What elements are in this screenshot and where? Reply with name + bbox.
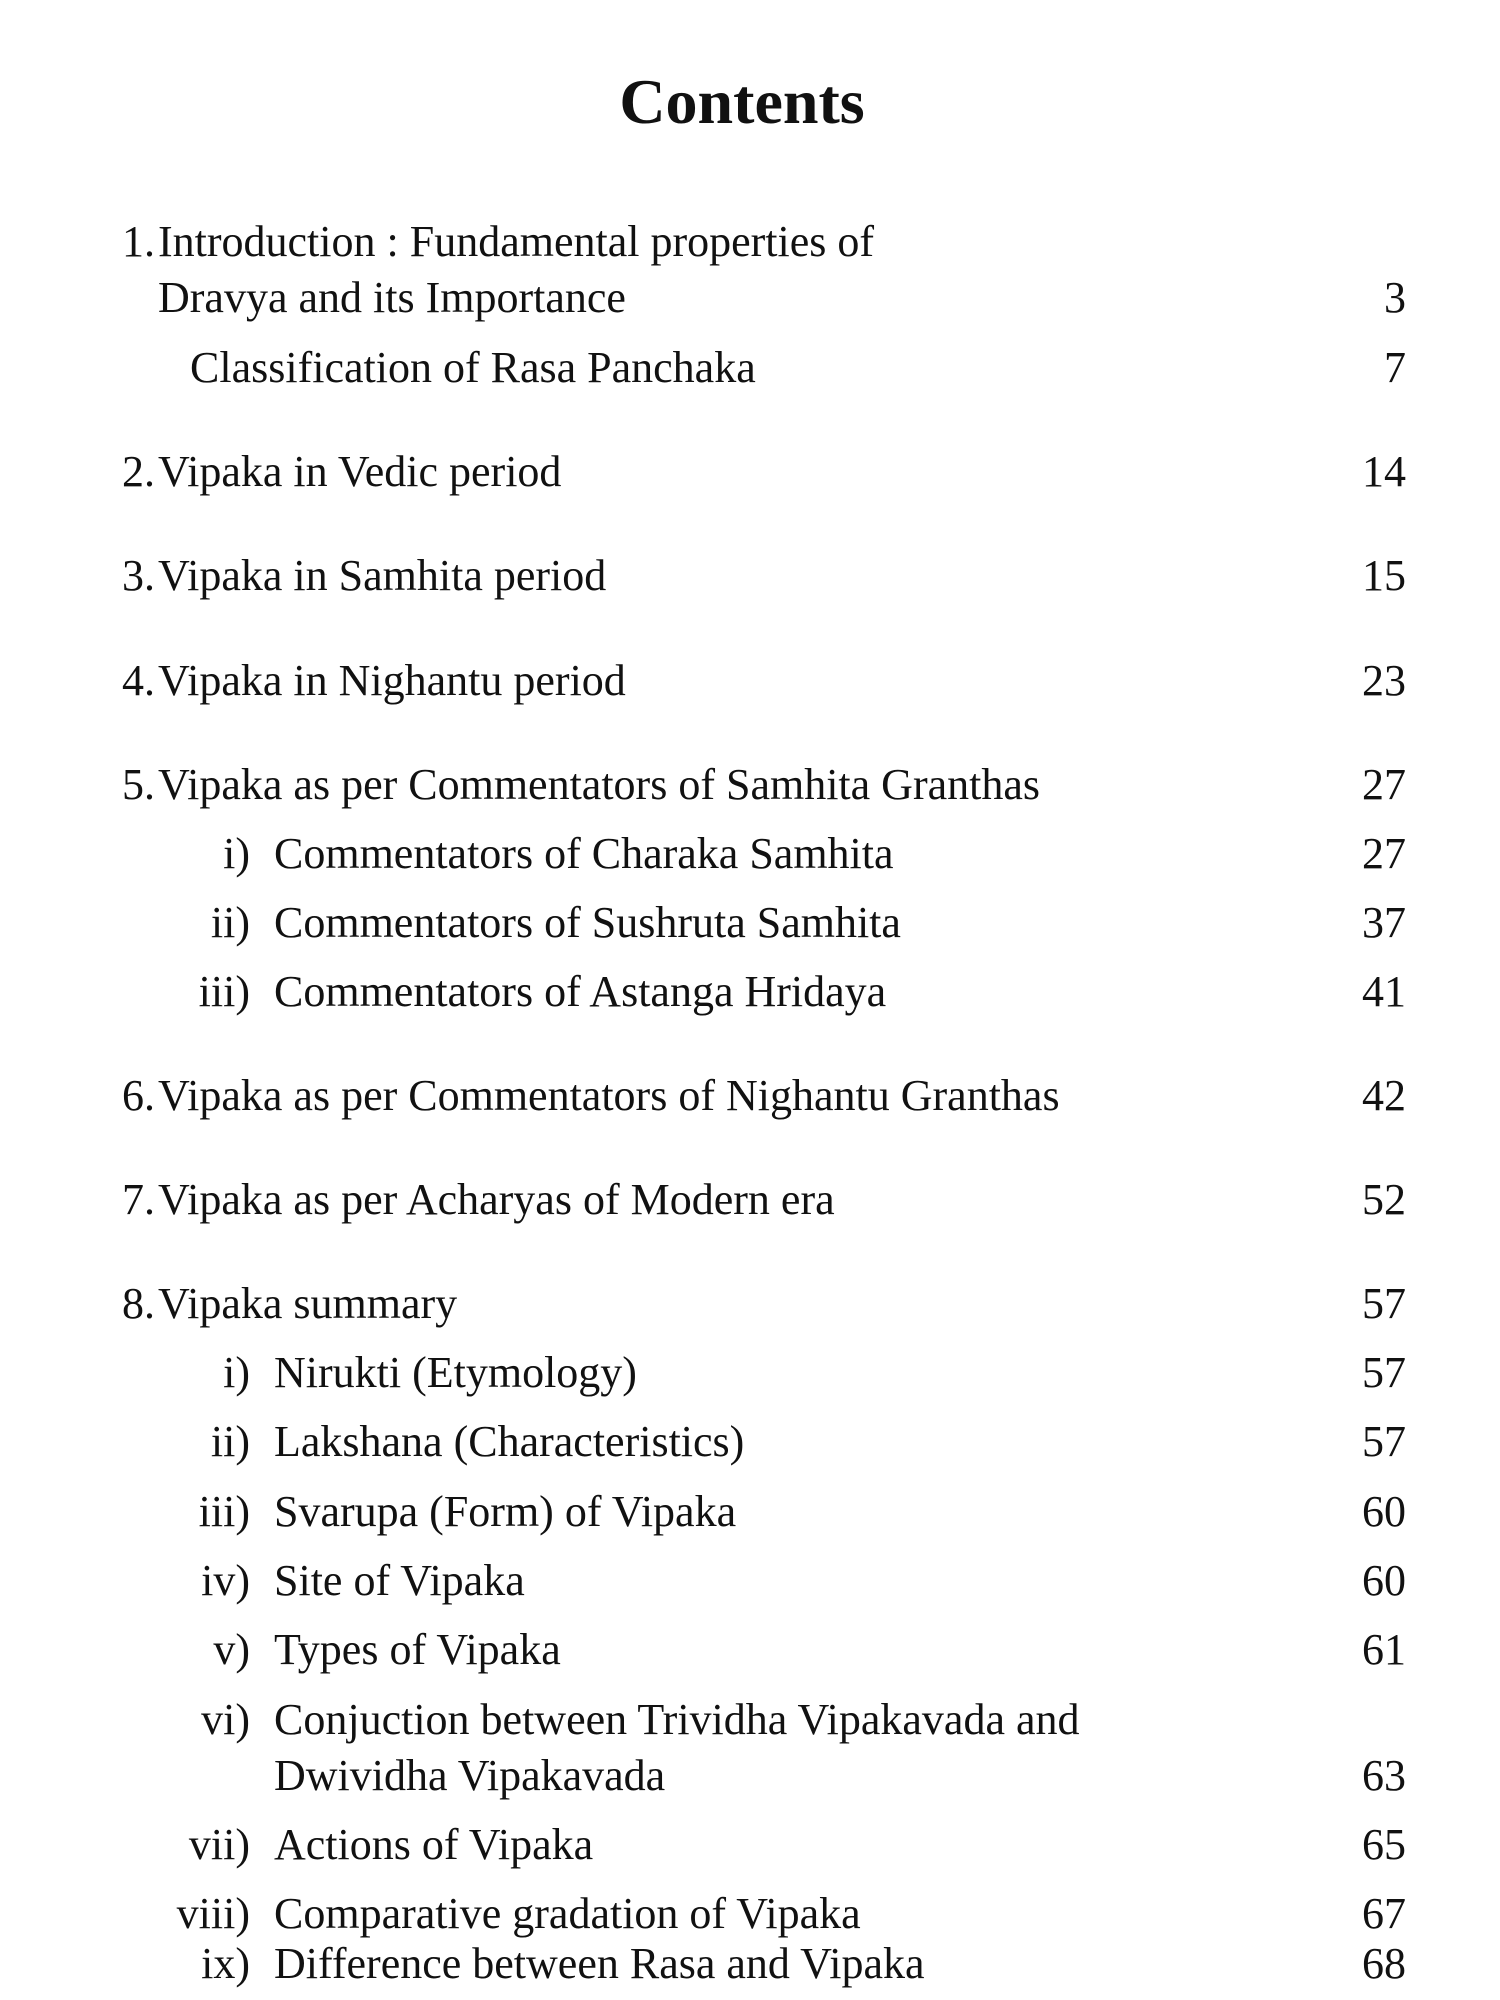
entry-page-number: 52 — [1362, 1175, 1406, 1224]
entry-number: ii) — [210, 1417, 250, 1466]
toc-subentry — [0, 1412, 1500, 1472]
page-title: Contents — [619, 66, 865, 137]
toc-subentry — [0, 1934, 1500, 1994]
entry-title: Vipaka as per Commentators of Samhita Granthas — [158, 760, 1041, 809]
toc-entry — [0, 1274, 1500, 1334]
entry-page-number: 65 — [1362, 1820, 1406, 1869]
toc-subentry — [0, 1551, 1500, 1611]
entry-number: 5. — [122, 760, 155, 809]
entry-page-number: 57 — [1362, 1348, 1406, 1397]
toc-entry — [0, 212, 1500, 272]
entry-title: Vipaka as per Acharyas of Modern era — [158, 1175, 835, 1224]
entry-page-number: 60 — [1362, 1556, 1406, 1605]
entry-title: Dwividha Vipakavada — [274, 1751, 666, 1800]
entry-title: Classification of Rasa Panchaka — [190, 343, 756, 392]
entry-page-number: 41 — [1362, 967, 1406, 1016]
entry-title: Dravya and its Importance — [158, 273, 626, 322]
entry-page-number: 37 — [1362, 898, 1406, 947]
entry-title: Actions of Vipaka — [274, 1820, 594, 1869]
toc-entry — [0, 755, 1500, 815]
entry-number: iii) — [198, 1487, 250, 1536]
entry-page-number: 57 — [1362, 1417, 1406, 1466]
entry-page-number: 7 — [1384, 343, 1406, 392]
entry-title: Introduction : Fundamental properties of — [158, 217, 875, 266]
entry-number: viii) — [176, 1889, 250, 1938]
entry-number: ix) — [201, 1939, 250, 1988]
entry-number: vii) — [188, 1820, 250, 1869]
entry-page-number: 57 — [1362, 1279, 1406, 1328]
entry-page-number: 42 — [1362, 1071, 1406, 1120]
entry-page-number: 15 — [1362, 551, 1406, 600]
entry-title: Vipaka summary — [158, 1279, 458, 1328]
entry-title: Site of Vipaka — [274, 1556, 525, 1605]
entry-page-number: 27 — [1362, 760, 1406, 809]
entry-title: Lakshana (Characteristics) — [274, 1417, 745, 1466]
entry-title: Nirukti (Etymology) — [274, 1348, 637, 1397]
entry-number: 1. — [122, 217, 155, 266]
toc-subentry — [0, 1690, 1500, 1750]
toc-subentry — [0, 893, 1500, 953]
toc-subentry — [0, 962, 1500, 1022]
entry-number: 8. — [122, 1279, 155, 1328]
entry-page-number: 3 — [1384, 273, 1406, 322]
entry-number: 2. — [122, 447, 155, 496]
toc-subentry — [0, 1343, 1500, 1403]
toc-entry — [0, 651, 1500, 711]
toc-subentry — [0, 1815, 1500, 1875]
entry-page-number: 23 — [1362, 656, 1406, 705]
entry-number: 3. — [122, 551, 155, 600]
toc-subentry — [0, 1620, 1500, 1680]
toc-subentry — [0, 1482, 1500, 1542]
entry-title: Vipaka in Samhita period — [158, 551, 607, 600]
toc-entry — [0, 546, 1500, 606]
entry-number: i) — [223, 829, 250, 878]
entry-title: Difference between Rasa and Vipaka — [274, 1939, 925, 1988]
entry-number: i) — [223, 1348, 250, 1397]
toc-subentry — [0, 824, 1500, 884]
entry-title: Comparative gradation of Vipaka — [274, 1889, 861, 1938]
entry-number: 4. — [122, 656, 155, 705]
entry-title: Vipaka in Nighantu period — [158, 656, 626, 705]
entry-page-number: 14 — [1362, 447, 1406, 496]
entry-number: 7. — [122, 1175, 155, 1224]
toc-entry — [0, 1066, 1500, 1126]
entry-page-number: 61 — [1362, 1625, 1406, 1674]
entry-page-number: 27 — [1362, 829, 1406, 878]
entry-title: Commentators of Sushruta Samhita — [274, 898, 901, 947]
entry-number: iv) — [201, 1556, 250, 1605]
entry-title: Conjuction between Trividha Vipakavada and — [274, 1695, 1080, 1744]
entry-page-number: 63 — [1362, 1751, 1406, 1800]
entry-title: Commentators of Charaka Samhita — [274, 829, 894, 878]
entry-title: Vipaka in Vedic period — [158, 447, 562, 496]
toc-entry — [0, 1170, 1500, 1230]
toc-subentry — [0, 1746, 1500, 1806]
entry-number: 6. — [122, 1071, 155, 1120]
toc-entry — [0, 442, 1500, 502]
entry-title: Types of Vipaka — [274, 1625, 561, 1674]
entry-title: Vipaka as per Commentators of Nighantu Granthas — [158, 1071, 1060, 1120]
entry-number: vi) — [201, 1695, 250, 1744]
entry-page-number: 60 — [1362, 1487, 1406, 1536]
entry-page-number: 68 — [1362, 1939, 1406, 1988]
entry-number: iii) — [198, 967, 250, 1016]
entry-number: ii) — [210, 898, 250, 947]
toc-entry — [0, 338, 1500, 398]
entry-title: Svarupa (Form) of Vipaka — [274, 1487, 737, 1536]
entry-number: v) — [213, 1625, 250, 1674]
toc-entry — [0, 268, 1500, 328]
entry-page-number: 67 — [1362, 1889, 1406, 1938]
entry-title: Commentators of Astanga Hridaya — [274, 967, 887, 1016]
